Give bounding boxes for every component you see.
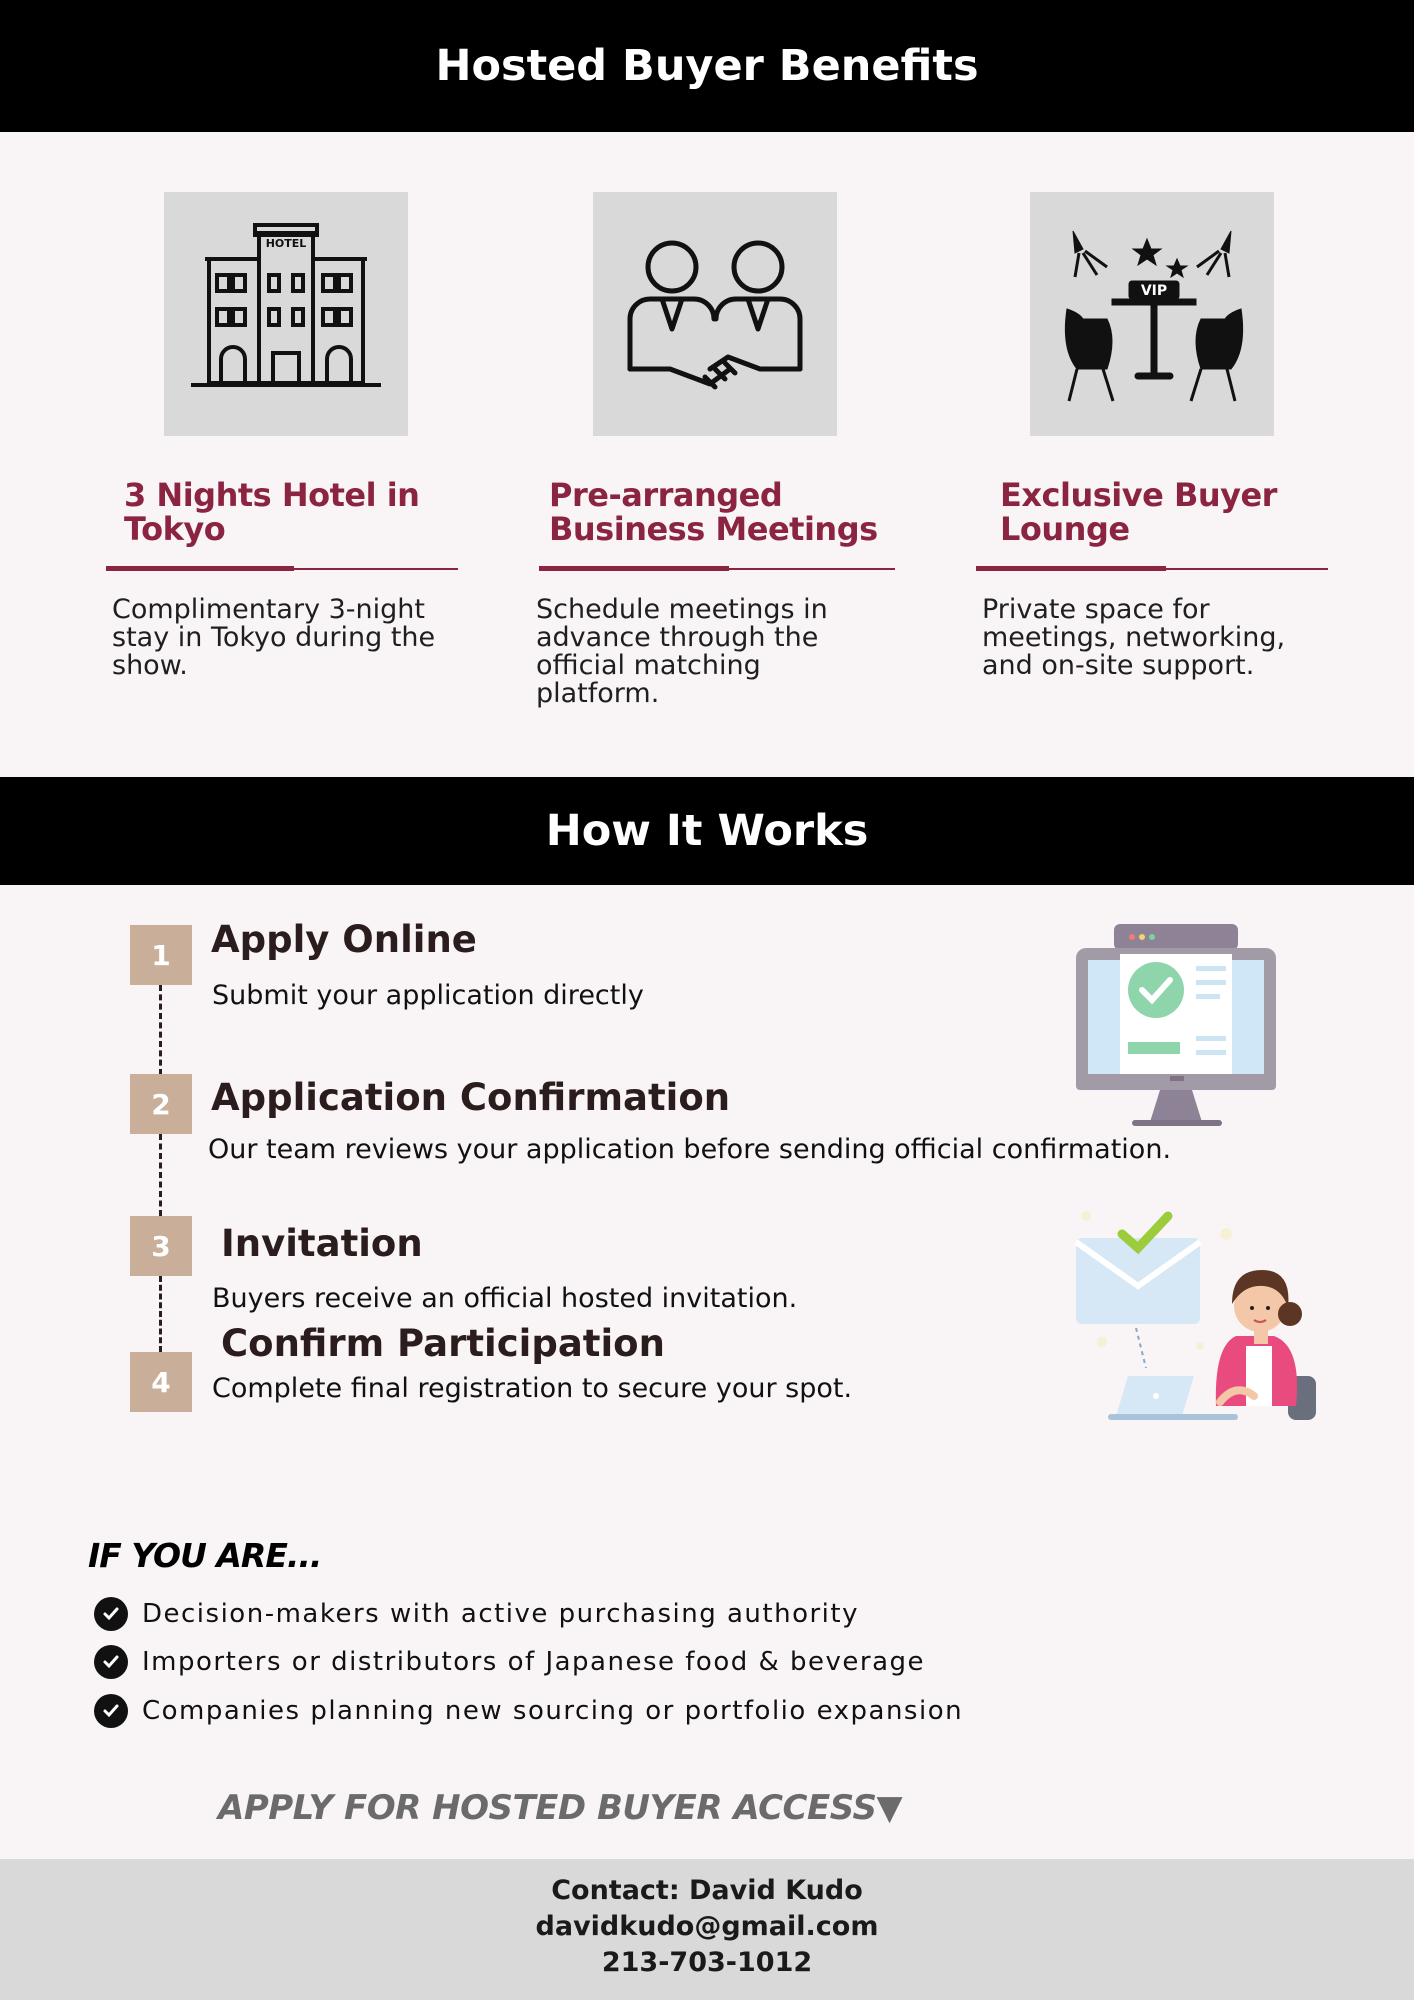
step-number: 2 <box>130 1074 192 1134</box>
woman-laptop-illustration <box>1070 1206 1320 1426</box>
step-number: 3 <box>130 1216 192 1276</box>
benefit-desc: Complimentary 3-night stay in Tokyo during the show. <box>112 594 436 681</box>
step-desc: Submit your application directly <box>212 980 644 1011</box>
audience-item <box>94 1694 963 1728</box>
contact-email[interactable]: davidkudo@gmail.com <box>535 1911 879 1942</box>
timeline-connector <box>159 985 162 1075</box>
contact-name: Contact: David Kudo <box>551 1875 863 1906</box>
audience-item-label: Companies planning new sourcing or portfolio expansion <box>142 1696 964 1726</box>
contact-footer <box>0 1859 1414 2000</box>
step-number: 1 <box>130 925 192 985</box>
audience-heading: IF YOU ARE... <box>88 1536 322 1575</box>
handshake-icon <box>593 192 837 436</box>
step-number: 4 <box>130 1352 192 1412</box>
benefit-title: 3 Nights Hotel in Tokyo <box>124 476 420 548</box>
benefit-title: Exclusive Buyer Lounge <box>1000 476 1277 548</box>
step-title: Application Confirmation <box>211 1076 731 1119</box>
audience-item <box>94 1645 925 1679</box>
svg-text:HOTEL: HOTEL <box>265 237 307 250</box>
hotel-icon <box>164 192 408 436</box>
divider-accent <box>539 566 729 571</box>
apply-hosted-buyer-link[interactable]: APPLY FOR HOSTED BUYER ACCESS▼ <box>218 1788 903 1828</box>
step-desc: Buyers receive an official hosted invitation. <box>212 1283 798 1314</box>
audience-item-label: Decision-makers with active purchasing authority <box>142 1599 859 1629</box>
benefits-header <box>0 0 1414 132</box>
timeline-connector <box>159 1276 162 1352</box>
audience-item <box>94 1597 859 1631</box>
benefit-desc: Private space for meetings, networking, and on-site support. <box>982 594 1286 681</box>
benefit-title: Pre-arranged Business Meetings <box>549 476 878 548</box>
check-circle-icon <box>94 1597 128 1631</box>
how-it-works-title: How It Works <box>545 806 869 856</box>
check-circle-icon <box>94 1694 128 1728</box>
svg-text:VIP: VIP <box>1140 283 1168 299</box>
step-desc: Our team reviews your application before sending official confirmation. <box>208 1134 1172 1165</box>
contact-phone[interactable]: 213-703-1012 <box>601 1947 813 1978</box>
benefits-title: Hosted Buyer Benefits <box>435 41 979 91</box>
divider-accent <box>976 566 1166 571</box>
step-title: Apply Online <box>211 918 477 961</box>
how-it-works-header <box>0 777 1414 885</box>
timeline-connector <box>159 1134 162 1216</box>
step-title: Confirm Participation <box>221 1322 665 1365</box>
step-title: Invitation <box>221 1222 423 1265</box>
divider-accent <box>106 566 294 571</box>
vip-lounge-icon <box>1030 192 1274 436</box>
benefit-desc: Schedule meetings in advance through the official matching platform. <box>536 594 828 709</box>
check-circle-icon <box>94 1645 128 1679</box>
monitor-check-illustration <box>1076 924 1276 1130</box>
audience-item-label: Importers or distributors of Japanese food & beverage <box>142 1647 926 1677</box>
step-desc: Complete final registration to secure your spot. <box>212 1373 853 1404</box>
